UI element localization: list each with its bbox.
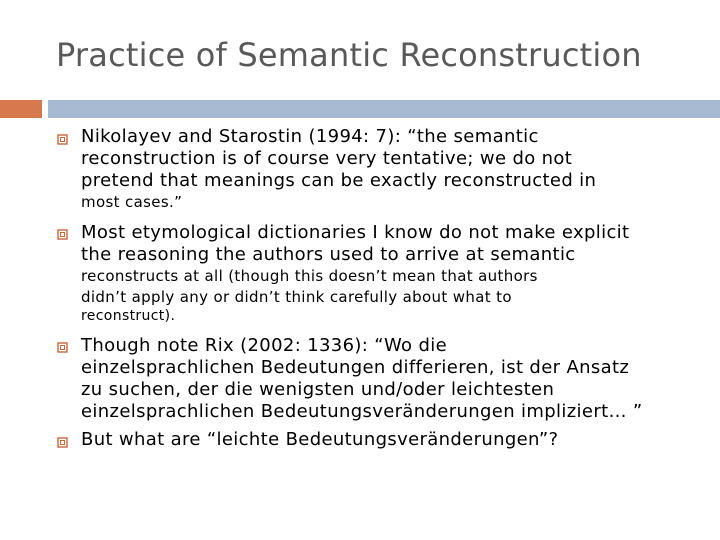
hollow-square-bullet-icon [57, 342, 68, 353]
bullet-item-3 [81, 335, 701, 423]
bullet-2-line-2: the reasoning the authors used to arrive at semantic [81, 244, 576, 265]
bullet-item-4 [81, 429, 701, 451]
bullet-2-line-4: didn’t apply any or didn’t think carefully about what to [81, 288, 512, 306]
bullet-3-line-3: zu suchen, der die wenigsten und/oder leichtesten [81, 379, 555, 400]
bullet-item-2 [81, 222, 701, 325]
bullet-2-line-5: reconstruct). [81, 308, 176, 324]
hollow-square-bullet-icon [57, 437, 68, 448]
bullet-item-1 [81, 126, 701, 213]
hollow-square-bullet-icon [57, 134, 68, 145]
bullet-3-line-4: einzelsprachlichen Bedeutungsveränderungen impliziert… ” [81, 401, 643, 422]
hollow-square-bullet-icon [57, 229, 68, 240]
slide-title: Practice of Semantic Reconstruction [56, 36, 642, 74]
bullet-1-line-3: pretend that meanings can be exactly reconstructed in [81, 170, 597, 191]
bullet-1-line-2: reconstruction is of course very tentative; we do not [81, 148, 573, 169]
bullet-1-line-1: Nikolayev and Starostin (1994: 7): “the semantic [81, 126, 539, 147]
bullet-2-line-1: Most etymological dictionaries I know do not make explicit [81, 222, 630, 243]
bullet-3-line-1: Though note Rix (2002: 1336): “Wo die [81, 335, 448, 356]
bullet-4-line-1: But what are “leichte Bedeutungsveränderungen”? [81, 429, 559, 450]
bullet-1-line-4: most cases.” [81, 193, 183, 211]
bullet-2-line-3: reconstructs at all (though this doesn’t mean that authors [81, 267, 538, 285]
bullet-3-line-2: einzelsprachlichen Bedeutungen differieren, ist der Ansatz [81, 357, 630, 378]
